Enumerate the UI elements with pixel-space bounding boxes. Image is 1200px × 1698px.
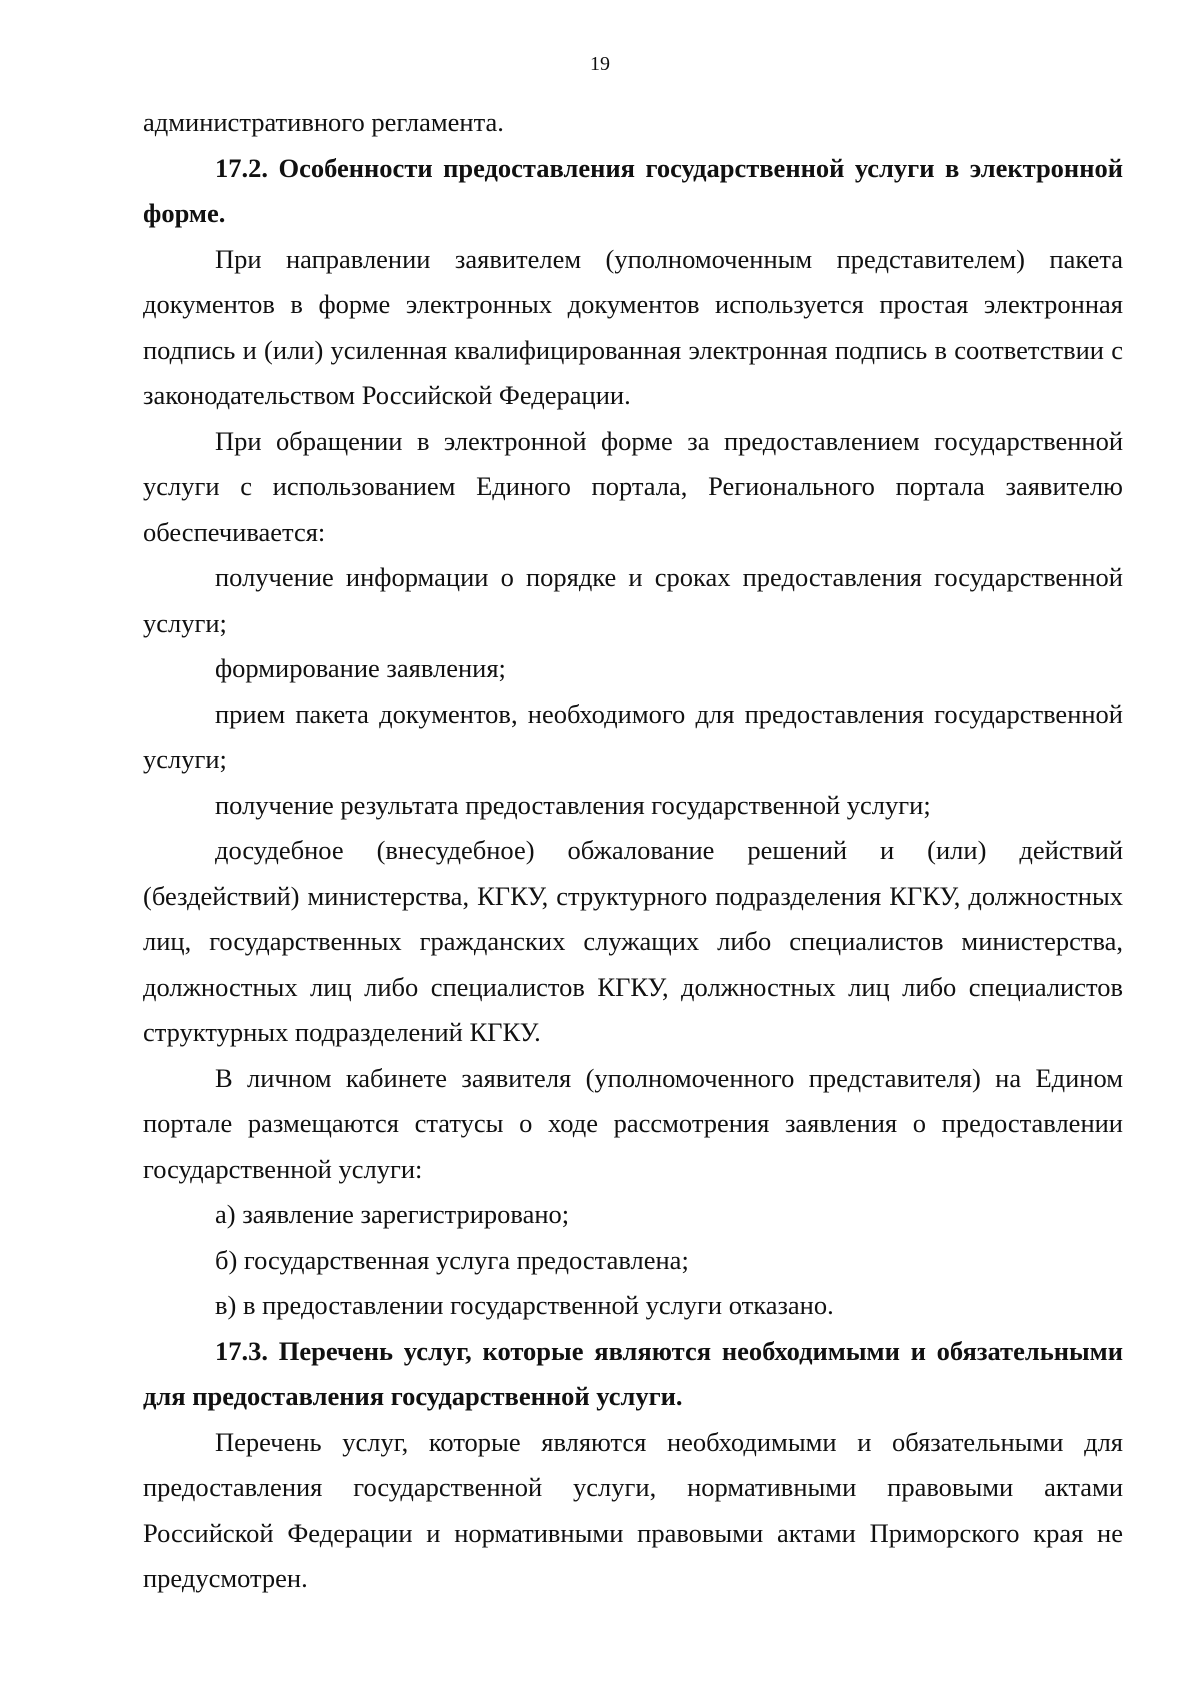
- paragraph-personal-account: В личном кабинете заявителя (уполномоченного представителя) на Едином портале размещаются статусы о ходе рассмотрения заявления о предоставлении государственной услуги:: [143, 1062, 1123, 1184]
- paragraph-services-list: Перечень услуг, которые являются необходимыми и обязательными для предоставления государственной услуги, нормативными правовыми актами Российской Федерации и нормативными правовыми актами Приморского края не предусмотрен.: [143, 1426, 1123, 1593]
- status-item-b: б) государственная услуга предоставлена;: [215, 1244, 689, 1275]
- document-body: [143, 100, 1123, 1602]
- status-item-c: в) в предоставлении государственной услуги отказано.: [215, 1290, 834, 1320]
- section-heading-17-2: 17.2. Особенности предоставления государственной услуги в электронной форме.: [143, 152, 1123, 228]
- section-heading-17-3: 17.3. Перечень услуг, которые являются необходимыми и обязательными для предоставления государственной услуги.: [143, 1335, 1123, 1411]
- page-number: 19: [590, 53, 610, 75]
- paragraph-continuation: административного регламента.: [143, 107, 504, 137]
- paragraph-electronic-signature: При направлении заявителем (уполномоченным представителем) пакета документов в форме электронных документов используется простая электронная подпись и (или) усиленная квалифицированная электронная подпись в соответствии с законодательством Российской Федерации.: [143, 243, 1123, 410]
- status-item-a: а) заявление зарегистрировано;: [215, 1199, 570, 1229]
- list-item-appeal: досудебное (внесудебное) обжалование решений и (или) действий (бездействий) министерства, КГКУ, структурного подразделения КГКУ, должностных лиц, государственных гражданских служащих либо специалистов министерства, должностных лиц либо специалистов КГКУ, должностных лиц либо специалистов структурных подразделений КГКУ.: [143, 835, 1123, 1047]
- list-item-result: получение результата предоставления государственной услуги;: [215, 789, 931, 820]
- list-item-application-form: формирование заявления;: [215, 653, 506, 683]
- list-item-information: получение информации о порядке и сроках предоставления государственной услуги;: [143, 562, 1123, 638]
- paragraph-portal-provision: При обращении в электронной форме за предоставлением государственной услуги с использованием Единого портала, Регионального портала заявителю обеспечивается:: [143, 425, 1123, 547]
- list-item-document-intake: прием пакета документов, необходимого для предоставления государственной услуги;: [143, 698, 1123, 774]
